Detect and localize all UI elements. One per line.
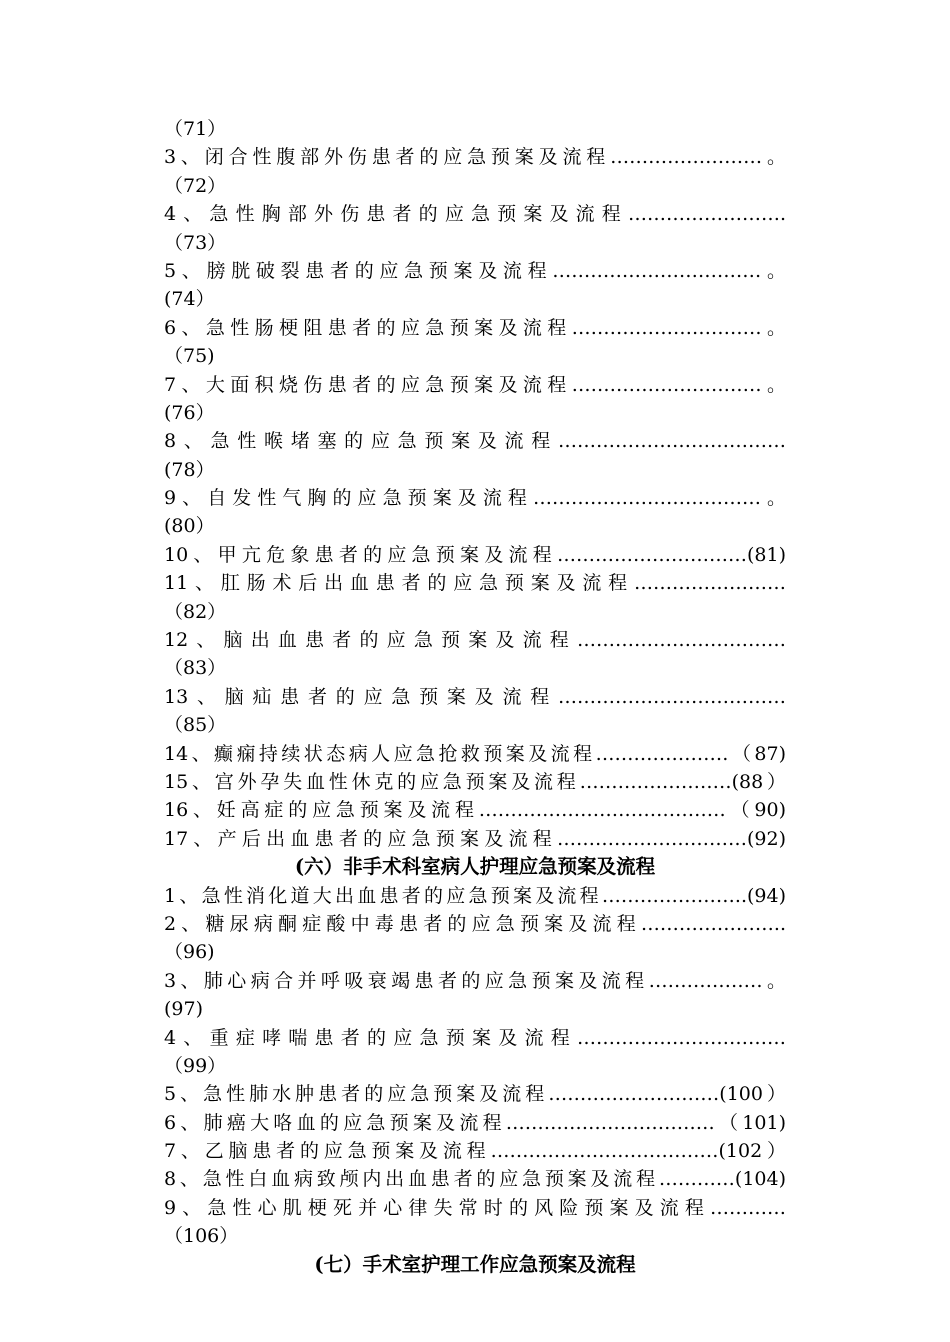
toc-page-number: (78） [164,458,215,481]
toc-entry: 4、急性胸部外伤患者的应急预案及流程……………………. [164,203,786,226]
toc-page-number: （72） [164,174,227,197]
toc-entry: 3、肺心病合并呼吸衰竭患者的应急预案及流程………………。 [164,969,786,992]
toc-page-number: （75) [164,345,215,368]
toc-entry: 5、膀胱破裂患者的应急预案及流程……………………………。 [164,259,786,282]
toc-entry: 6、肺癌大咯血的应急预案及流程……………………………（101) [164,1111,786,1134]
toc-page-number: （83） [164,657,227,680]
toc-entry: 7、乙脑患者的应急预案及流程………………………………(102） [164,1140,786,1163]
toc-entry: 8、急性喉堵塞的应急预案及流程……………………………… [164,430,786,453]
toc-entry: 13、脑疝患者的应急预案及流程……………………………… [164,685,786,708]
toc-page-number: （106） [164,1225,239,1248]
toc-entry: 5、急性肺水肿患者的应急预案及流程………………………(100） [164,1083,786,1106]
toc-entry: 17、产后出血患者的应急预案及流程…………………………(92) [164,827,786,850]
toc-page-number: (74） [164,288,215,311]
toc-page-number: （99） [164,1054,227,1077]
toc-entry: 16、妊高症的应急预案及流程…………………………………（90) [164,799,786,822]
toc-page-number: （85） [164,714,227,737]
toc-entry: 3、闭合性腹部外伤患者的应急预案及流程……………………。 [164,146,786,169]
toc-entry: 4、重症哮喘患者的应急预案及流程…………………………… [164,1026,786,1049]
toc-page-number: （71） [164,118,227,140]
toc-entry: 6、急性肠梗阻患者的应急预案及流程…………………………。 [164,316,786,339]
section-heading: (七）手术室护理工作应急预案及流程 [314,1252,636,1276]
toc-entry: 7、大面积烧伤患者的应急预案及流程…………………………。 [164,373,786,396]
toc-page-number: （82） [164,600,227,623]
toc-page-number: （96) [164,941,215,964]
toc-entry: 9、急性心肌梗死并心律失常时的风险预案及流程………… [164,1196,786,1219]
toc-entry: 10、甲亢危象患者的应急预案及流程…………………………(81) [164,543,786,566]
toc-entry: 8、急性白血病致颅内出血患者的应急预案及流程…………(104) [164,1168,786,1191]
toc-entry: 15、宫外孕失血性休克的应急预案及流程……………………(88） [164,770,786,793]
toc-page-number: (76） [164,401,215,424]
toc-entry: 1、急性消化道大出血患者的应急预案及流程…………………..(94) [164,884,786,907]
toc-page-number: (80） [164,515,215,538]
table-of-contents [164,115,786,1279]
toc-entry: 12、脑出血患者的应急预案及流程…………………………… [164,629,786,652]
toc-page-number: (97) [164,998,204,1021]
section-heading: (六）非手术科室病人护理应急预案及流程 [294,855,656,879]
toc-entry: 11、肛肠术后出血患者的应急预案及流程…………………… [164,572,786,595]
toc-page-number: （73） [164,231,227,254]
toc-entry: 14、癫痫持续状态病人应急抢救预案及流程…………………（87) [164,742,786,765]
toc-entry: 9、自发性气胸的应急预案及流程………………………………。 [164,487,786,510]
toc-entry: 2、糖尿病酮症酸中毒患者的应急预案及流程………………….. [164,912,786,935]
